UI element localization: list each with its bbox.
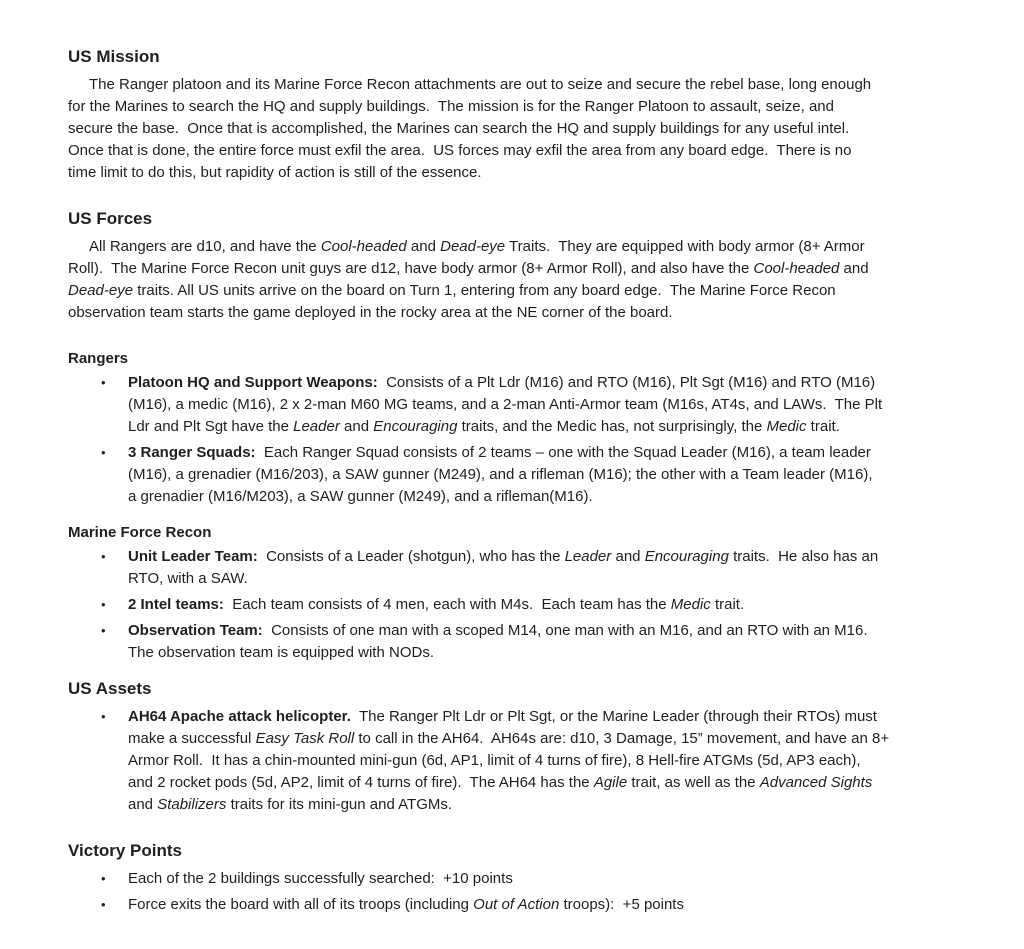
text-line (128, 642, 958, 664)
bullet-icon: • (101, 709, 106, 724)
text-segment: and (611, 548, 645, 565)
text-segment: and (339, 418, 374, 435)
text-segment: make a successful (128, 730, 256, 747)
section-us-forces (68, 208, 958, 324)
text-segment: Once that is done, the entire force must exfil the area. US forces may exfil the area from any board edge. There is no (68, 142, 852, 159)
section-us-assets (68, 678, 958, 816)
bullet-item (68, 894, 958, 916)
section-heading-us-forces: US Forces (68, 209, 153, 228)
italic-text-segment: Medic (670, 596, 711, 613)
text-segment: Force exits the board with all of its troops (including (128, 896, 474, 913)
bullet-item (68, 594, 958, 616)
bullet-icon: • (101, 549, 106, 564)
text-line (128, 794, 958, 816)
text-line (128, 464, 958, 486)
text-segment: Each team consists of 4 men, each with M4s. Each team has the (223, 596, 671, 613)
bold-text-segment: Platoon HQ and Support Weapons: (128, 374, 378, 391)
bullet-icon: • (101, 445, 106, 460)
bullet-content (128, 594, 958, 616)
text-segment: The Ranger Plt Ldr or Plt Sgt, or the Marine Leader (through their RTOs) must (350, 708, 877, 725)
text-line (128, 620, 958, 642)
text-line (68, 280, 958, 302)
text-segment: (M16), a grenadier (M16/203), a SAW gunner (M249), and a rifleman (M16); the other with a Team leader (M16), (128, 466, 873, 483)
text-line (128, 394, 958, 416)
italic-text-segment: Encouraging (644, 548, 729, 565)
bullet-content (128, 372, 958, 438)
text-line (128, 486, 958, 508)
text-segment: Each of the 2 buildings successfully searched: +10 points (128, 870, 513, 887)
section-victory-points (68, 840, 958, 916)
text-segment: traits. All US units arrive on the board on Turn 1, entering from any board edge. The Marine Force Recon (133, 282, 836, 299)
text-line (128, 568, 958, 590)
text-segment: traits, and the Medic has, not surprisingly, the (457, 418, 767, 435)
bullet-content (128, 546, 958, 590)
text-segment: troops): +5 points (559, 896, 684, 913)
text-line (68, 140, 958, 162)
text-segment: for the Marines to search the HQ and supply buildings. The mission is for the Ranger Platoon to assault, seize, and (68, 98, 834, 115)
text-segment: observation team starts the game deployed in the rocky area at the NE corner of the board. (68, 304, 673, 321)
bullet-item (68, 706, 958, 816)
text-line (68, 236, 958, 258)
text-line (128, 706, 958, 728)
text-segment: trait. (806, 418, 840, 435)
text-line (68, 74, 958, 96)
text-segment: Consists of a Plt Ldr (M16) and RTO (M16), Plt Sgt (M16) and RTO (M16) (377, 374, 876, 391)
text-segment: trait. (710, 596, 745, 613)
text-line (128, 772, 958, 794)
paragraph (68, 236, 958, 324)
text-segment: The observation team is equipped with NODs. (128, 644, 434, 661)
bold-text-segment: 3 Ranger Squads: (128, 444, 256, 461)
text-segment: Roll). The Marine Force Recon unit guys are d12, have body armor (8+ Armor Roll), and also have the (68, 260, 754, 277)
italic-text-segment: Easy Task Roll (255, 730, 355, 747)
italic-text-segment: Out of Action (473, 896, 560, 913)
text-line (68, 258, 958, 280)
text-segment: Traits. They are equipped with body armor (8+ Armor (505, 238, 865, 255)
section-heading-us-mission: US Mission (68, 47, 160, 66)
section-heading-marine-force-recon: Marine Force Recon (68, 524, 212, 541)
text-segment: Ldr and Plt Sgt have the (128, 418, 294, 435)
bullet-content (128, 894, 958, 916)
bullet-icon: • (101, 897, 106, 912)
text-segment: traits for its mini-gun and ATGMs. (226, 796, 453, 813)
bullet-content (128, 442, 958, 508)
bold-text-segment: Observation Team: (128, 622, 263, 639)
italic-text-segment: Dead-eye (440, 238, 506, 255)
text-line (68, 162, 958, 184)
bullet-content (128, 706, 958, 816)
text-segment: RTO, with a SAW. (128, 570, 248, 587)
text-line (68, 118, 958, 140)
italic-text-segment: Agile (593, 774, 628, 791)
bold-text-segment: Unit Leader Team: (128, 548, 258, 565)
italic-text-segment: Encouraging (373, 418, 458, 435)
italic-text-segment: Leader (564, 548, 612, 565)
text-line (128, 372, 958, 394)
text-line (128, 594, 958, 616)
text-line (128, 750, 958, 772)
section-rangers (68, 348, 958, 508)
italic-text-segment: Advanced Sights (759, 774, 873, 791)
text-segment: secure the base. Once that is accomplished, the Marines can search the HQ and supply buildings for any useful intel. (68, 120, 850, 137)
bullet-item (68, 868, 958, 890)
section-marine-force-recon (68, 522, 958, 664)
italic-text-segment: Stabilizers (157, 796, 227, 813)
bold-text-segment: AH64 Apache attack helicopter. (128, 708, 351, 725)
text-segment: and (839, 260, 869, 277)
bullet-icon: • (101, 623, 106, 638)
italic-text-segment: Cool-headed (320, 238, 407, 255)
bold-text-segment: 2 Intel teams: (128, 596, 224, 613)
text-segment: traits. He also has an (728, 548, 879, 565)
text-segment: trait, as well as the (627, 774, 760, 791)
italic-text-segment: Dead-eye (68, 282, 134, 299)
text-segment: a grenadier (M16/M203), a SAW gunner (M249), and a rifleman(M16). (128, 488, 593, 505)
bullet-icon: • (101, 871, 106, 886)
italic-text-segment: Medic (766, 418, 807, 435)
bullet-item (68, 442, 958, 508)
paragraph (68, 74, 958, 184)
text-line (128, 894, 958, 916)
text-line (128, 442, 958, 464)
section-heading-victory-points: Victory Points (68, 841, 182, 860)
text-segment: to call in the AH64. AH64s are: d10, 3 Damage, 15” movement, and have an 8+ (354, 730, 890, 747)
text-line (128, 546, 958, 568)
bullet-content (128, 868, 958, 890)
text-line (128, 868, 958, 890)
text-segment: Each Ranger Squad consists of 2 teams – one with the Squad Leader (M16), a team leader (255, 444, 871, 461)
section-us-mission (68, 46, 958, 184)
text-segment: Consists of one man with a scoped M14, one man with an M16, and an RTO with an M16. (262, 622, 868, 639)
bullet-icon: • (101, 597, 106, 612)
italic-text-segment: Leader (293, 418, 340, 435)
bullet-item (68, 620, 958, 664)
text-segment: and (128, 796, 158, 813)
text-segment: time limit to do this, but rapidity of action is still of the essence. (68, 164, 482, 181)
text-line (68, 302, 958, 324)
text-segment: Armor Roll. It has a chin-mounted mini-gun (6d, AP1, limit of 4 turns of fire), 8 Hell-fire ATGMs (5d, AP3 each), (128, 752, 861, 769)
text-line (68, 96, 958, 118)
text-segment: Consists of a Leader (shotgun), who has the (257, 548, 565, 565)
bullet-item (68, 546, 958, 590)
bullet-item (68, 372, 958, 438)
bullet-icon: • (101, 375, 106, 390)
italic-text-segment: Cool-headed (753, 260, 840, 277)
bullet-content (128, 620, 958, 664)
text-segment: All Rangers are d10, and have the (89, 238, 321, 255)
text-line (128, 728, 958, 750)
text-segment: and (406, 238, 441, 255)
text-segment: The Ranger platoon and its Marine Force Recon attachments are out to seize and secure the rebel base, long enough (89, 76, 872, 93)
section-heading-us-assets: US Assets (68, 679, 152, 698)
section-heading-rangers: Rangers (68, 350, 129, 367)
text-segment: (M16), a medic (M16), 2 x 2-man M60 MG teams, and a 2-man Anti-Armor team (M16s, AT4s, and LAWs. The Plt (128, 396, 883, 413)
text-segment: and 2 rocket pods (5d, AP2, limit of 4 turns of fire). The AH64 has the (128, 774, 594, 791)
text-line (128, 416, 958, 438)
